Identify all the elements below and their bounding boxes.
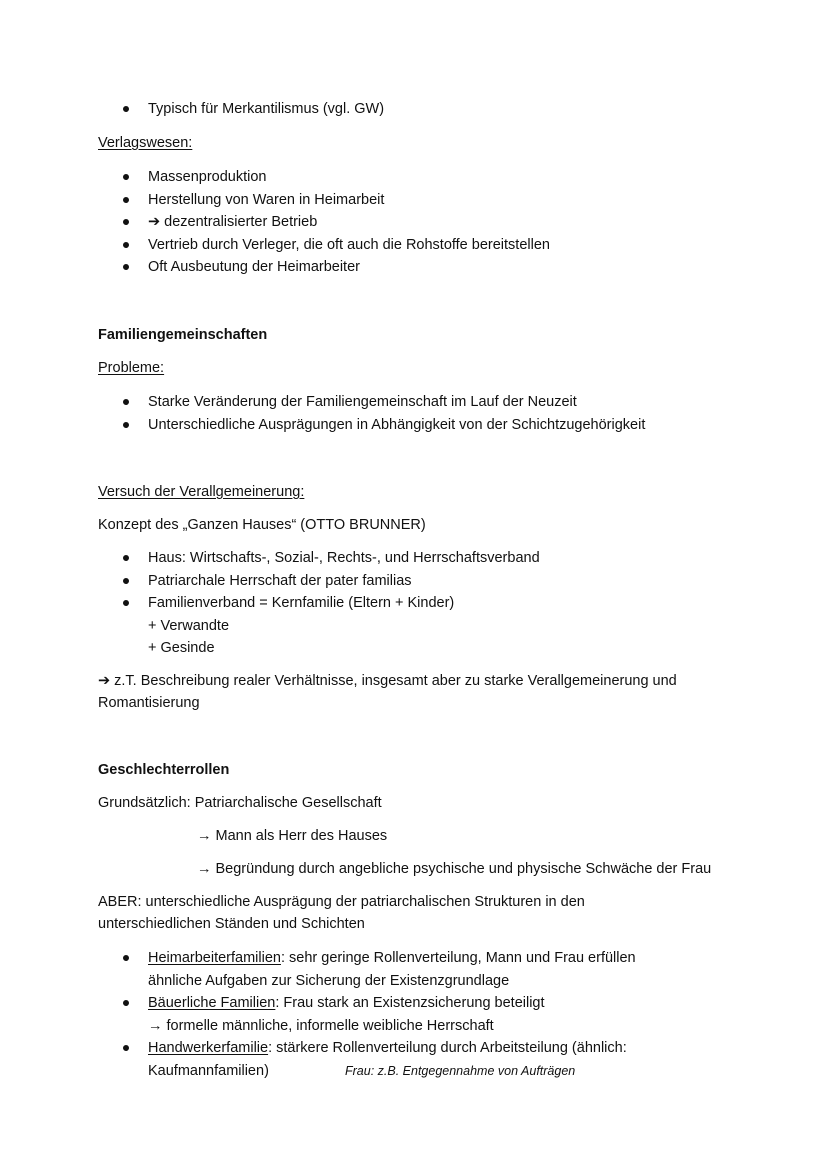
term-handwerker: Handwerkerfamilie <box>148 1040 269 1056</box>
arrow-line-2: → Begründung durch angebliche psychische und physische Schwäche der Frau <box>197 861 712 877</box>
list-item: Heimarbeiterfamilien: sehr geringe Rollenverteilung, Mann und Frau erfüllen ähnliche Aufgaben zur Sicherung der Existenzgrundlage <box>120 947 636 992</box>
list-item: Haus: Wirtschafts-, Sozial-, Rechts-, und Herrschaftsverband <box>120 547 540 570</box>
fazit-line-2: Romantisierung <box>98 695 200 711</box>
arrow-right-icon: ➔ <box>98 673 111 689</box>
list-item: Bäuerliche Familien: Frau stark an Existenzsicherung beteiligt → formelle männliche, informelle weibliche Herrschaft <box>120 992 636 1037</box>
list-item: Patriarchale Herrschaft der pater familias <box>120 570 540 593</box>
arrow-line-1: → Mann als Herr des Hauses <box>197 828 388 844</box>
arrow-right-icon: → <box>197 828 212 844</box>
list-item: Starke Veränderung der Familiengemeinschaft im Lauf der Neuzeit <box>120 391 645 414</box>
list-item: Vertrieb durch Verleger, die oft auch die Rohstoffe bereitstellen <box>120 234 550 257</box>
list-item: Herstellung von Waren in Heimarbeit <box>120 189 550 212</box>
versuch-heading: Versuch der Verallgemeinerung: <box>98 484 305 500</box>
term-heimarbeiter: Heimarbeiterfamilien <box>148 950 281 966</box>
term-baeuerlich: Bäuerliche Familien <box>148 995 276 1011</box>
list-item: Oft Ausbeutung der Heimarbeiter <box>120 256 550 279</box>
list-item: Familienverband = Kernfamilie (Eltern + Kinder) + Verwandte + Gesinde <box>120 592 540 660</box>
probleme-list <box>120 391 645 436</box>
arrow-right-icon: → <box>197 861 212 877</box>
arrow-right-icon: → <box>148 1017 163 1034</box>
grundsatz-line: Grundsätzlich: Patriarchalische Gesellschaft <box>98 795 382 811</box>
aber-line-2: unterschiedlichen Ständen und Schichten <box>98 916 365 932</box>
fazit-line-1: ➔ z.T. Beschreibung realer Verhältnisse, insgesamt aber zu starke Verallgemeinerung und <box>98 673 677 689</box>
list-item: Massenproduktion <box>120 166 550 189</box>
list-item: Typisch für Merkantilismus (vgl. GW) <box>120 98 384 121</box>
section-title-geschlecht: Geschlechterrollen <box>98 762 230 778</box>
list-item: Handwerkerfamilie: stärkere Rollenverteilung durch Arbeitsteilung (ähnlich: Kaufmannfamilien) <box>120 1037 636 1082</box>
handwritten-style-note: Frau: z.B. Entgegennahme von Aufträgen <box>345 1064 576 1078</box>
arrow-right-icon: ➔ <box>148 214 161 230</box>
konzept-list <box>120 547 540 660</box>
aber-line-1: ABER: unterschiedliche Ausprägung der patriarchalischen Strukturen in den <box>98 894 585 910</box>
konzept-line: Konzept des „Ganzen Hauses“ (OTTO BRUNNER) <box>98 517 426 533</box>
list-item: Unterschiedliche Ausprägungen in Abhängigkeit von der Schichtzugehörigkeit <box>120 414 645 437</box>
sub-line: + Gesinde <box>148 640 215 656</box>
list-item: ➔ dezentralisierter Betrieb <box>120 211 550 234</box>
verlagswesen-list <box>120 166 550 279</box>
sub-line: + Verwandte <box>148 617 230 634</box>
section-title-familien: Familiengemeinschaften <box>98 327 268 343</box>
verlagswesen-heading: Verlagswesen: <box>98 135 193 151</box>
top-bullet-list <box>120 98 384 121</box>
probleme-heading: Probleme: <box>98 360 165 376</box>
